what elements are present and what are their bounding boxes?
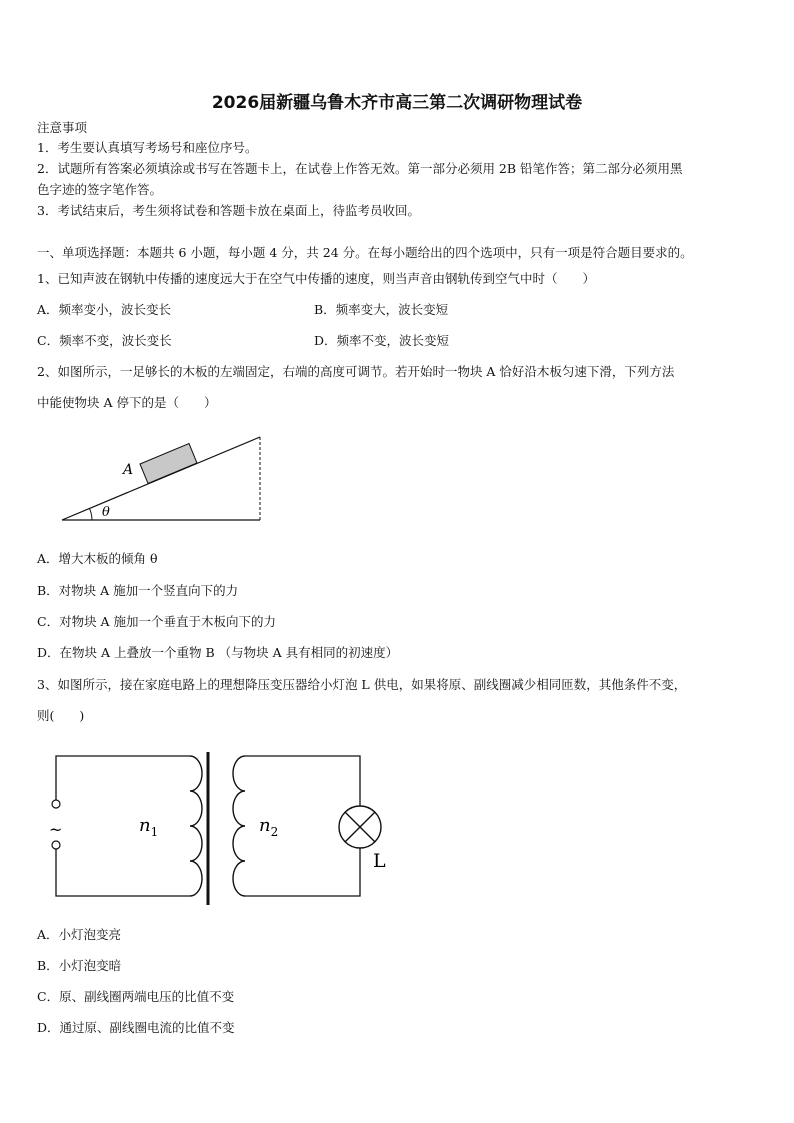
angle-arc: [90, 509, 92, 520]
question-2-option-d: D．在物块 A 上叠放一个重物 B （与物块 A 具有相同的初速度）: [37, 645, 399, 660]
question-3-option-c: C．原、副线圈两端电压的比值不变: [37, 989, 235, 1004]
question-1-option-a: A．频率变小，波长变长: [37, 302, 172, 317]
primary-coil: [190, 756, 202, 896]
block-label: A: [123, 462, 134, 478]
question-1-option-b: B．频率变大，波长变短: [314, 302, 449, 317]
section-heading: 一、单项选择题：本题共 6 小题，每小题 4 分，共 24 分。在每小题给出的四个选项中，只有一项是符合题目要求的。: [37, 245, 693, 260]
question-1-stem: 1、已知声波在钢轨中传播的速度远大于在空气中传播的速度，则当声音由钢轨传到空气中时（ ）: [37, 271, 595, 286]
terminal-bottom: [52, 841, 60, 849]
transformer-figure: [40, 745, 400, 910]
question-1-option-d: D．频率不变，波长变短: [314, 333, 450, 348]
secondary-turns-label: $n_2$: [259, 815, 279, 839]
question-3-stem-cont: 则( ): [37, 708, 85, 723]
block-a: [140, 444, 197, 484]
lamp-icon: [339, 806, 381, 848]
question-3-option-b: B．小灯泡变暗: [37, 958, 122, 973]
notice-item: 3．考试结束后，考生须将试卷和答题卡放在桌面上，待监考员收回。: [37, 203, 420, 218]
angle-label: θ: [102, 505, 110, 520]
question-3-stem: 3、如图所示，接在家庭电路上的理想降压变压器给小灯泡 L 供电，如果将原、副线圈减少相同匝数，其他条件不变，: [37, 677, 687, 692]
ac-source-label: ~: [49, 820, 63, 839]
notice-item: 2．试题所有答案必须填涂或书写在答题卡上，在试卷上作答无效。第一部分必须用 2B 铅笔作答；第二部分必须用黑: [37, 161, 683, 176]
lamp-label: L: [373, 850, 386, 872]
incline-figure: [55, 430, 270, 530]
question-3-option-d: D．通过原、副线圈电流的比值不变: [37, 1020, 235, 1035]
page-title: 2026届新疆乌鲁木齐市高三第二次调研物理试卷: [211, 93, 583, 113]
terminal-top: [52, 800, 60, 808]
primary-turns-label: $n_1$: [139, 815, 159, 839]
question-2-stem: 2、如图所示，一足够长的木板的左端固定，右端的高度可调节。若开始时一物块 A 恰好沿木板匀速下滑，下列方法: [37, 364, 675, 379]
question-1-option-c: C．频率不变，波长变长: [37, 333, 172, 348]
notice-heading: 注意事项: [37, 120, 88, 135]
notice-item: 1．考生要认真填写考场号和座位序号。: [37, 140, 258, 155]
question-3-option-a: A．小灯泡变亮: [37, 927, 122, 942]
question-2-stem-cont: 中能使物块 A 停下的是（ ）: [37, 395, 217, 410]
question-2-option-a: A．增大木板的倾角 θ: [37, 551, 158, 566]
secondary-coil: [233, 756, 245, 896]
notice-item: 色字迹的签字笔作答。: [37, 182, 163, 197]
question-2-option-c: C．对物块 A 施加一个垂直于木板向下的力: [37, 614, 277, 629]
question-2-option-b: B．对物块 A 施加一个竖直向下的力: [37, 583, 239, 598]
